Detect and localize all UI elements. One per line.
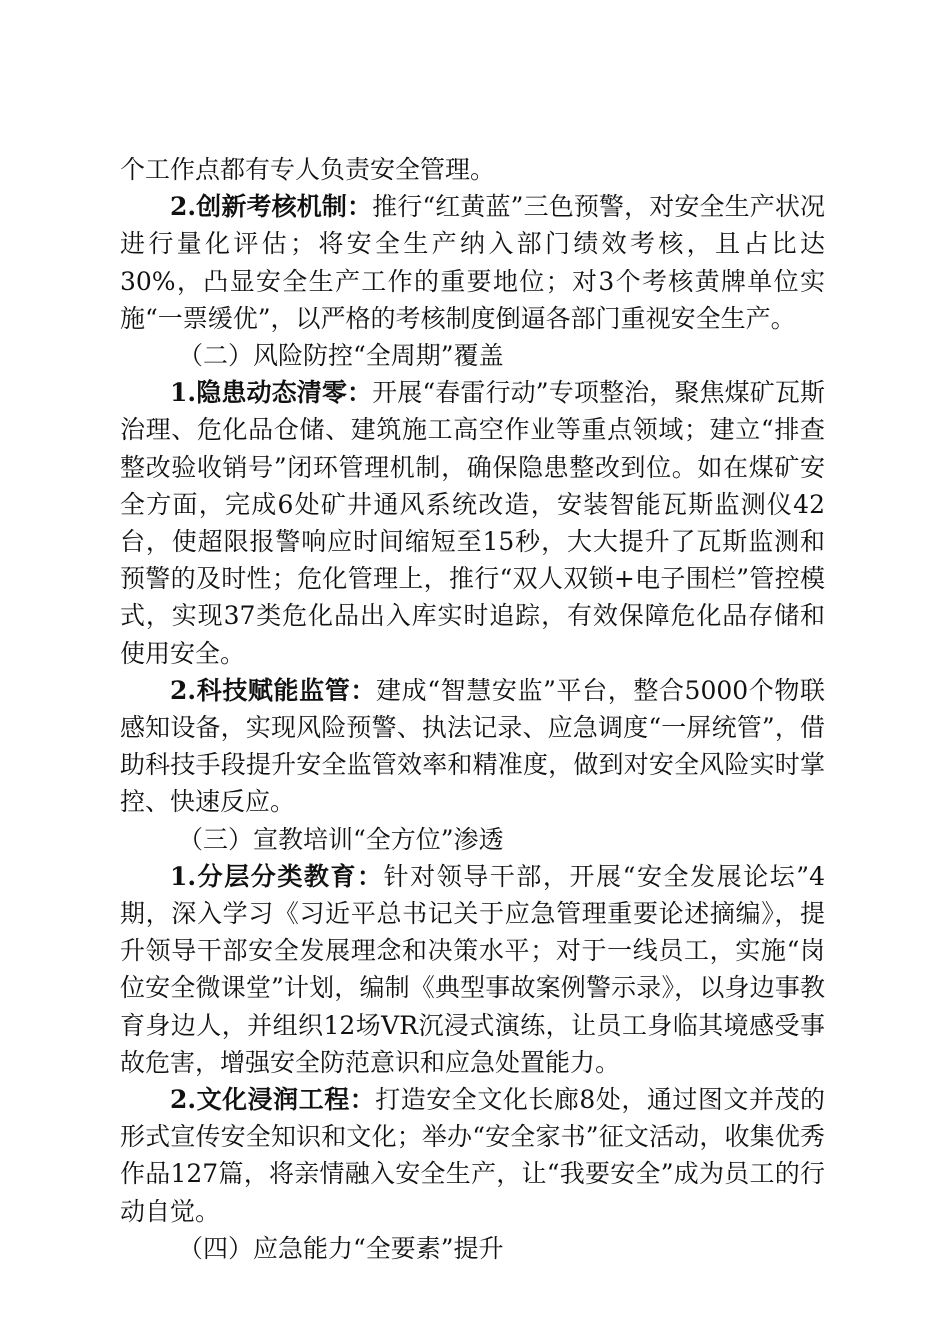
paragraph-assessment-mechanism bbox=[120, 188, 825, 337]
paragraph-tech-supervision bbox=[120, 672, 825, 821]
paragraph-lead: 2.科技赋能监管： bbox=[170, 675, 377, 705]
paragraph-lead: 2.文化浸润工程： bbox=[170, 1085, 376, 1115]
paragraph-hazard-clearing bbox=[120, 374, 825, 672]
section-heading-education: （三）宣教培训“全方位”渗透 bbox=[178, 824, 504, 854]
paragraph-culture-project bbox=[120, 1081, 825, 1230]
paragraph-lead: 2.创新考核机制： bbox=[170, 192, 373, 222]
paragraph-text: 打造安全文化长廊8处，通过图文并茂的形式宣传安全知识和文化；举办“安全家书”征文活动，收集优秀作品127篇，将亲情融入安全生产，让“我要安全”成为员工的行动自觉。 bbox=[120, 1085, 825, 1226]
paragraph-text: 开展“春雷行动”专项整治，聚焦煤矿瓦斯治理、危化品仓储、建筑施工高空作业等重点领域；建立“排查整改验收销号”闭环管理机制，确保隐患整改到位。如在煤矿安全方面，完成6处矿井通风系统改造，安装智能瓦斯监测仪42台，使超限报警响应时间缩短至15秒，大大提升了瓦斯监测和预警的及时性；危化管理上，推行“双人双锁+电子围栏”管控模式，实现37类危化品出入库实时追踪，有效保障危化品存储和使用安全。 bbox=[120, 378, 825, 668]
section-heading-risk-control: （二）风险防控“全周期”覆盖 bbox=[178, 341, 504, 371]
paragraph-text: 推行“红黄蓝”三色预警，对安全生产状况进行量化评估；将安全生产纳入部门绩效考核，且占比达30%，凸显安全生产工作的重要地位；对3个考核黄牌单位实施“一票缓优”，以严格的考核制度倒逼各部门重视安全生产。 bbox=[120, 192, 825, 333]
document-body bbox=[120, 151, 825, 1267]
paragraph-text: 针对领导干部，开展“安全发展论坛”4期，深入学习《习近平总书记关于应急管理重要论述摘编》，提升领导干部安全发展理念和决策水平；对于一线员工，实施“岗位安全微课堂”计划，编制《典型事故案例警示录》，以身边事教育身边人，并组织12场VR沉浸式演练，让员工身临其境感受事故危害，增强安全防范意识和应急处置能力。 bbox=[120, 861, 825, 1077]
paragraph-lead: 1.分层分类教育： bbox=[170, 861, 384, 891]
section-heading-emergency: （四）应急能力“全要素”提升 bbox=[178, 1233, 504, 1263]
paragraph-continuation: 个工作点都有专人负责安全管理。 bbox=[120, 155, 496, 184]
paragraph-text: 建成“智慧安监”平台，整合5000个物联感知设备，实现风险预警、执法记录、应急调度“一屏统管”，借助科技手段提升安全监管效率和精准度，做到对安全风险实时掌控、快速反应。 bbox=[120, 675, 826, 817]
paragraph-lead: 1.隐患动态清零： bbox=[170, 378, 373, 408]
paragraph-layered-education bbox=[120, 858, 825, 1081]
